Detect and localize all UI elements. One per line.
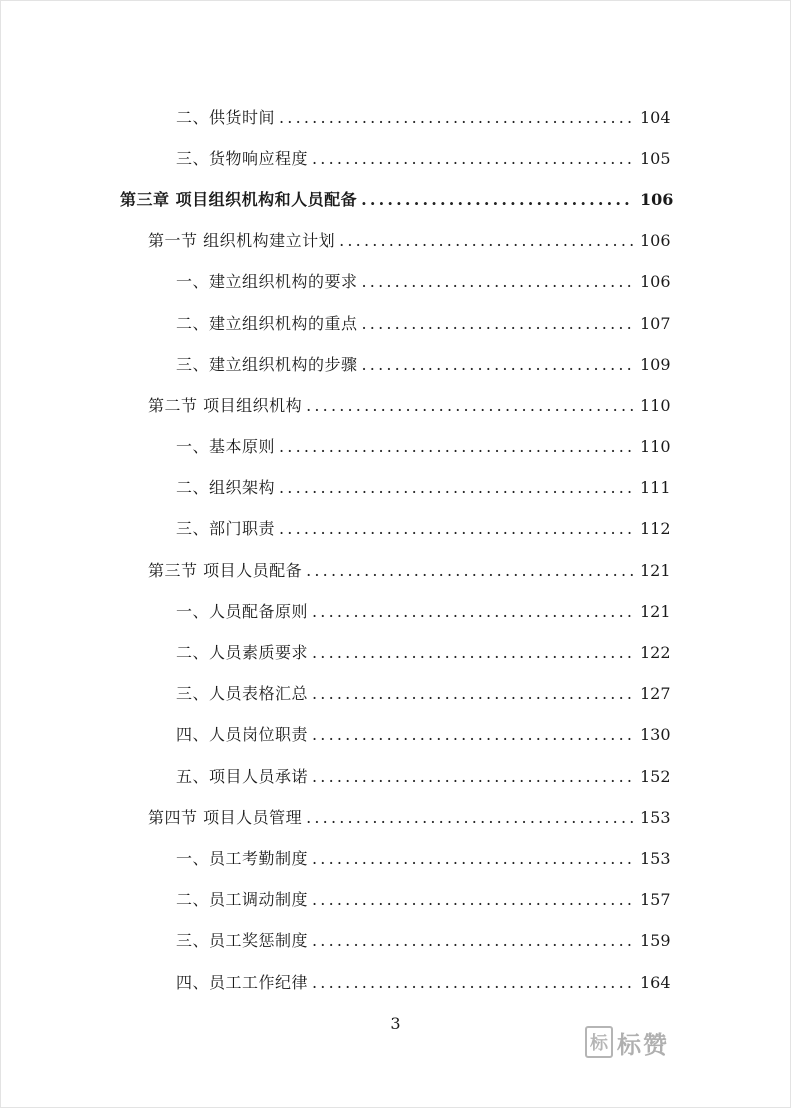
toc-leader-dots	[362, 355, 634, 375]
toc-entry-page: 121	[640, 601, 671, 621]
toc-entry-title: 三、部门职责	[176, 519, 276, 539]
toc-leader-dots	[306, 396, 634, 416]
toc-entry-item[interactable]	[0, 838, 791, 879]
toc-leader-dots	[279, 437, 634, 457]
toc-entry-section[interactable]	[0, 221, 791, 262]
toc-entry-item[interactable]	[0, 97, 791, 138]
toc-entry-page: 152	[640, 766, 671, 786]
toc-entry-page: 112	[640, 519, 671, 539]
toc-leader-dots	[312, 890, 634, 910]
toc-entry-item[interactable]	[0, 591, 791, 632]
toc-entry-page: 110	[640, 395, 671, 415]
toc-entry-item[interactable]	[0, 427, 791, 468]
toc-entry-title: 第四节 项目人员管理	[148, 807, 303, 827]
toc-entry-title: 二、员工调动制度	[176, 890, 309, 910]
toc-entry-item[interactable]	[0, 880, 791, 921]
toc-leader-dots	[312, 149, 634, 169]
toc-entry-item[interactable]	[0, 344, 791, 385]
toc-entry-item[interactable]	[0, 674, 791, 715]
toc-entry-page: 153	[640, 848, 671, 868]
toc-entry-title: 四、员工工作纪律	[176, 972, 309, 992]
watermark-logo	[585, 1024, 669, 1060]
toc-entry-title: 第三章 项目组织机构和人员配备	[120, 189, 358, 209]
toc-leader-dots	[279, 478, 634, 498]
toc-leader-dots	[312, 767, 634, 787]
toc-entry-title: 三、货物响应程度	[176, 148, 309, 168]
toc-entry-page: 105	[640, 148, 671, 168]
toc-entry-item[interactable]	[0, 632, 791, 673]
toc-entry-section[interactable]	[0, 385, 791, 426]
toc-entry-page: 130	[640, 725, 671, 745]
toc-leader-dots	[312, 849, 634, 869]
toc-entry-section[interactable]	[0, 797, 791, 838]
toc-entry-page: 104	[640, 107, 671, 127]
toc-entry-title: 第三节 项目人员配备	[148, 560, 303, 580]
toc-entry-section[interactable]	[0, 550, 791, 591]
toc-entry-page: 159	[640, 931, 671, 951]
toc-entry-title: 一、建立组织机构的要求	[176, 272, 358, 292]
toc-leader-dots	[312, 602, 634, 622]
toc-entry-page: 153	[640, 807, 671, 827]
toc-entry-title: 五、项目人员承诺	[176, 766, 309, 786]
toc-entry-title: 一、人员配备原则	[176, 601, 309, 621]
toc-leader-dots	[306, 808, 634, 828]
table-of-contents	[0, 97, 791, 1003]
toc-entry-page: 127	[640, 684, 671, 704]
toc-entry-title: 三、人员表格汇总	[176, 684, 309, 704]
toc-entry-title: 一、员工考勤制度	[176, 848, 309, 868]
toc-leader-dots	[362, 272, 634, 292]
toc-entry-page: 106	[640, 189, 674, 209]
toc-entry-item[interactable]	[0, 921, 791, 962]
toc-entry-title: 二、组织架构	[176, 478, 276, 498]
toc-entry-page: 106	[640, 272, 671, 292]
toc-entry-page: 157	[640, 890, 671, 910]
toc-leader-dots	[312, 931, 634, 951]
toc-entry-title: 一、基本原则	[176, 437, 276, 457]
toc-leader-dots	[306, 561, 634, 581]
toc-entry-page: 109	[640, 354, 671, 374]
watermark-icon: 标	[585, 1026, 613, 1058]
toc-entry-title: 第一节 组织机构建立计划	[148, 231, 336, 251]
toc-leader-dots	[312, 643, 634, 663]
toc-entry-page: 121	[640, 560, 671, 580]
toc-leader-dots	[312, 725, 634, 745]
toc-leader-dots	[361, 190, 634, 210]
toc-leader-dots	[362, 314, 634, 334]
toc-entry-title: 二、人员素质要求	[176, 643, 309, 663]
toc-leader-dots	[339, 231, 634, 251]
toc-entry-page: 106	[640, 231, 671, 251]
toc-entry-title: 第二节 项目组织机构	[148, 395, 303, 415]
toc-entry-item[interactable]	[0, 138, 791, 179]
toc-entry-title: 四、人员岗位职责	[176, 725, 309, 745]
toc-leader-dots	[312, 684, 634, 704]
toc-entry-title: 三、员工奖惩制度	[176, 931, 309, 951]
page-number: 3	[390, 1014, 401, 1033]
toc-entry-item[interactable]	[0, 715, 791, 756]
toc-entry-page: 111	[640, 478, 671, 498]
toc-entry-item[interactable]	[0, 962, 791, 1003]
toc-entry-title: 二、供货时间	[176, 107, 276, 127]
toc-entry-page: 110	[640, 437, 671, 457]
toc-entry-title: 二、建立组织机构的重点	[176, 313, 358, 333]
toc-leader-dots	[279, 519, 634, 539]
toc-entry-title: 三、建立组织机构的步骤	[176, 354, 358, 374]
watermark-text: 标赞	[617, 1030, 669, 1059]
toc-entry-item[interactable]	[0, 509, 791, 550]
toc-entry-item[interactable]	[0, 756, 791, 797]
toc-entry-page: 122	[640, 643, 671, 663]
toc-entry-page: 107	[640, 313, 671, 333]
toc-entry-page: 164	[640, 972, 671, 992]
toc-entry-chapter[interactable]	[0, 179, 791, 220]
toc-leader-dots	[279, 108, 634, 128]
toc-leader-dots	[312, 973, 634, 993]
toc-entry-item[interactable]	[0, 262, 791, 303]
toc-entry-item[interactable]	[0, 468, 791, 509]
toc-entry-item[interactable]	[0, 303, 791, 344]
